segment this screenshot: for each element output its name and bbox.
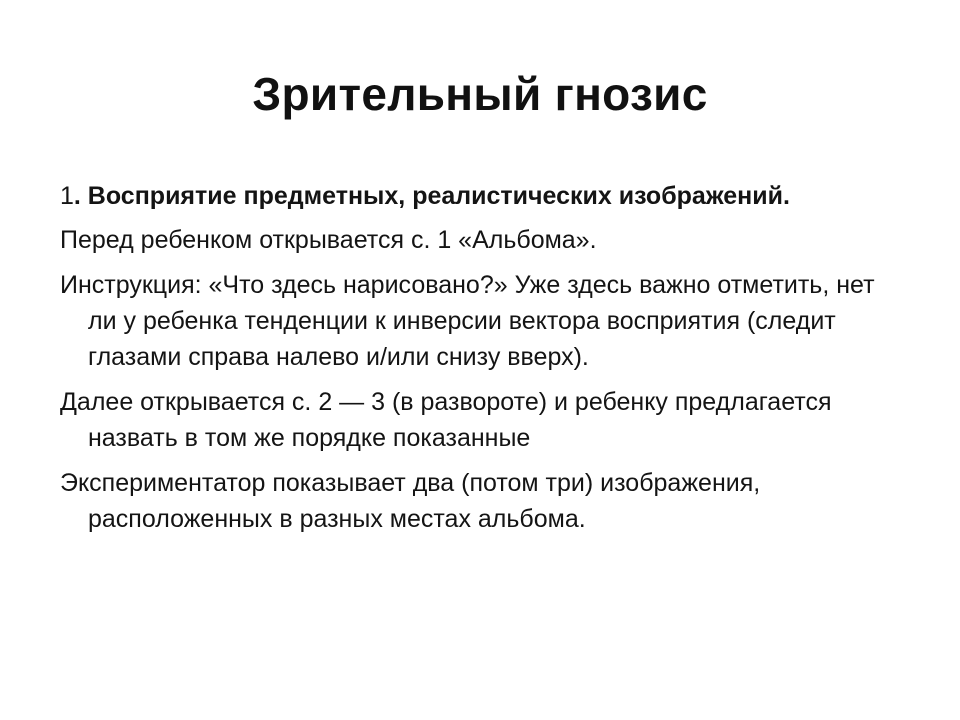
slide-body <box>60 178 910 546</box>
paragraph-experimenter: Экспериментатор показывает два (потом три) изображения, расположенных в разных местах альбома. <box>60 469 761 533</box>
paragraph-spread: Далее открывается с. 2 — 3 (в развороте) и ребенку предлагается назвать в том же порядке показанные <box>60 388 832 452</box>
paragraph-instruction: Инструкция: «Что здесь нарисовано?» Уже здесь важно отметить, нет ли у ребенка тенденции к инверсии вектора восприятия (следит глазами справа налево и/или снизу вверх). <box>60 271 875 371</box>
slide-title: Зрительный гнозис <box>252 68 708 120</box>
list-item-1 <box>60 178 910 214</box>
list-item-number: 1 <box>60 182 74 210</box>
paragraph-open-page: Перед ребенком открывается с. 1 «Альбома». <box>60 226 597 254</box>
list-item-heading: . Восприятие предметных, реалистических изображений. <box>73 182 790 210</box>
